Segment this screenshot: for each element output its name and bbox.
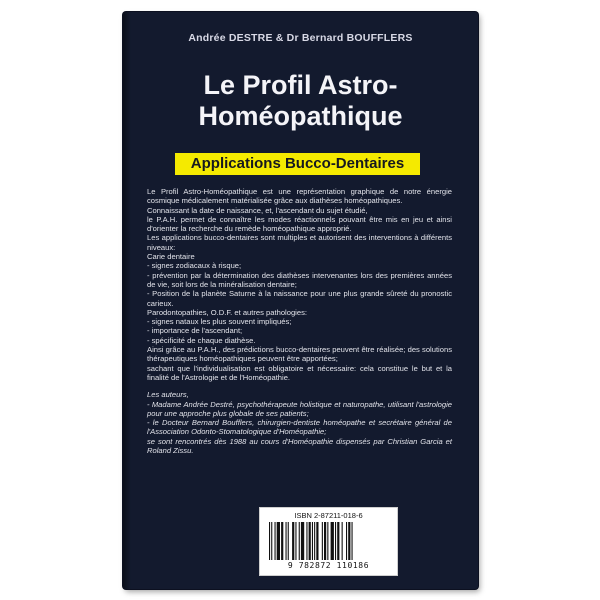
authors-bio-line: - le Docteur Bernard Boufflers, chirurgien-dentiste homéopathe et secrétaire général de l'Association Odonto-Stomatologique d'Homéopathie; (147, 418, 452, 437)
barcode-number: 9 782872 110186 (287, 561, 370, 570)
blurb-paragraph: Parodontopathies, O.D.F. et autres pathologies: (147, 307, 307, 317)
barcode-bar (316, 522, 318, 560)
book-title (123, 70, 478, 132)
title-line-1: Le Profil Astro- (203, 70, 398, 100)
barcode-bar (271, 522, 272, 560)
barcode-bar (314, 522, 315, 560)
section-gap (147, 382, 452, 390)
blurb-paragraph: - importance de l'ascendant; (147, 326, 243, 336)
barcode-bar (306, 522, 307, 560)
blurb-paragraph: - signes nataux les plus souvent impliqués; (147, 317, 292, 327)
blurb-paragraph: - Position de la planète Saturne à la naissance pour une plus grande sûreté du pronostic carieux. (147, 289, 452, 308)
barcode-bar (292, 522, 294, 560)
isbn-label: ISBN 2-87211-018-6 (294, 511, 363, 520)
barcode-bar (277, 522, 280, 560)
barcode-bar (275, 522, 276, 560)
barcode-bar (286, 522, 287, 560)
barcode-bar (352, 522, 353, 560)
blurb-paragraph: - spécificité de chaque diathèse. (147, 335, 256, 345)
blurb-paragraph: Les applications bucco-dentaires sont multiples et autorisent des interventions à différents niveaux: (147, 233, 452, 252)
barcode-bar (295, 522, 296, 560)
barcode-icon (269, 522, 387, 560)
barcode-bar (331, 522, 334, 560)
barcode-bar (269, 522, 270, 560)
barcode-bar (281, 522, 283, 560)
barcode-block (259, 507, 398, 576)
barcode-bar (335, 522, 336, 560)
blurb-paragraph: sachant que l'individualisation est obligatoire et nécessaire: cela constitue le but et la finalité de l'Astrologie et de l'Homéopathie. (147, 363, 452, 382)
barcode-bar (327, 522, 328, 560)
blurb-paragraph: le P.A.H. permet de connaître les modes réactionnels pouvant être mis en jeu et ainsi d'orienter la recherche du remède homéopathique approprié. (147, 214, 452, 234)
blurb-paragraph: Carie dentaire (147, 252, 195, 262)
authors-bio-line: se sont rencontrés dès 1988 au cours d'Homéopathie dispensés par Christian Garcia et Roland Zissu. (147, 436, 452, 456)
authors-bio-line: - Madame Andrée Destré, psychothérapeute holistique et naturopathe, utilisant l'astrologie pour une approche plus globale de ses patients; (147, 399, 452, 418)
authors-bio-heading: Les auteurs, (147, 390, 189, 400)
barcode-bar (299, 522, 300, 560)
barcode-bar (288, 522, 289, 560)
title-line-2: Homéopathique (198, 101, 403, 131)
book-back-cover (123, 12, 478, 589)
barcode-bar (324, 522, 326, 560)
blurb-paragraph: - signes zodiacaux à risque; (147, 261, 242, 271)
barcode-bar (322, 522, 323, 560)
barcode-bar (312, 522, 313, 560)
barcode-bar (301, 522, 304, 560)
blurb-paragraph: Ainsi grâce au P.A.H., des prédictions bucco-dentaires peuvent être réalisée; des solutions thérapeutiques homéopathiques peuvent être apportées; (147, 345, 452, 364)
barcode-bar (337, 522, 339, 560)
blurb-paragraph: Le Profil Astro-Homéopathique est une représentation graphique de notre énergie cosmique médicalement matérialisée grâce aux diathèses homéopathiques. (147, 187, 452, 206)
subtitle-banner: Applications Bucco-Dentaires (175, 153, 420, 175)
blurb-paragraph: Connaissant la date de naissance, et, l'ascendant du sujet étudié, (147, 205, 368, 215)
authors-header: Andrée DESTRE & Dr Bernard BOUFFLERS (188, 32, 413, 44)
barcode-bar (348, 522, 350, 560)
barcode-bar (346, 522, 347, 560)
blurb-text (147, 187, 452, 455)
blurb-paragraph: - prévention par la détermination des diathèses intervenantes lors des premières années de vie, soit lors de la minéralisation dentaire; (147, 270, 452, 289)
barcode-bar (309, 522, 311, 560)
barcode-bar (342, 522, 343, 560)
